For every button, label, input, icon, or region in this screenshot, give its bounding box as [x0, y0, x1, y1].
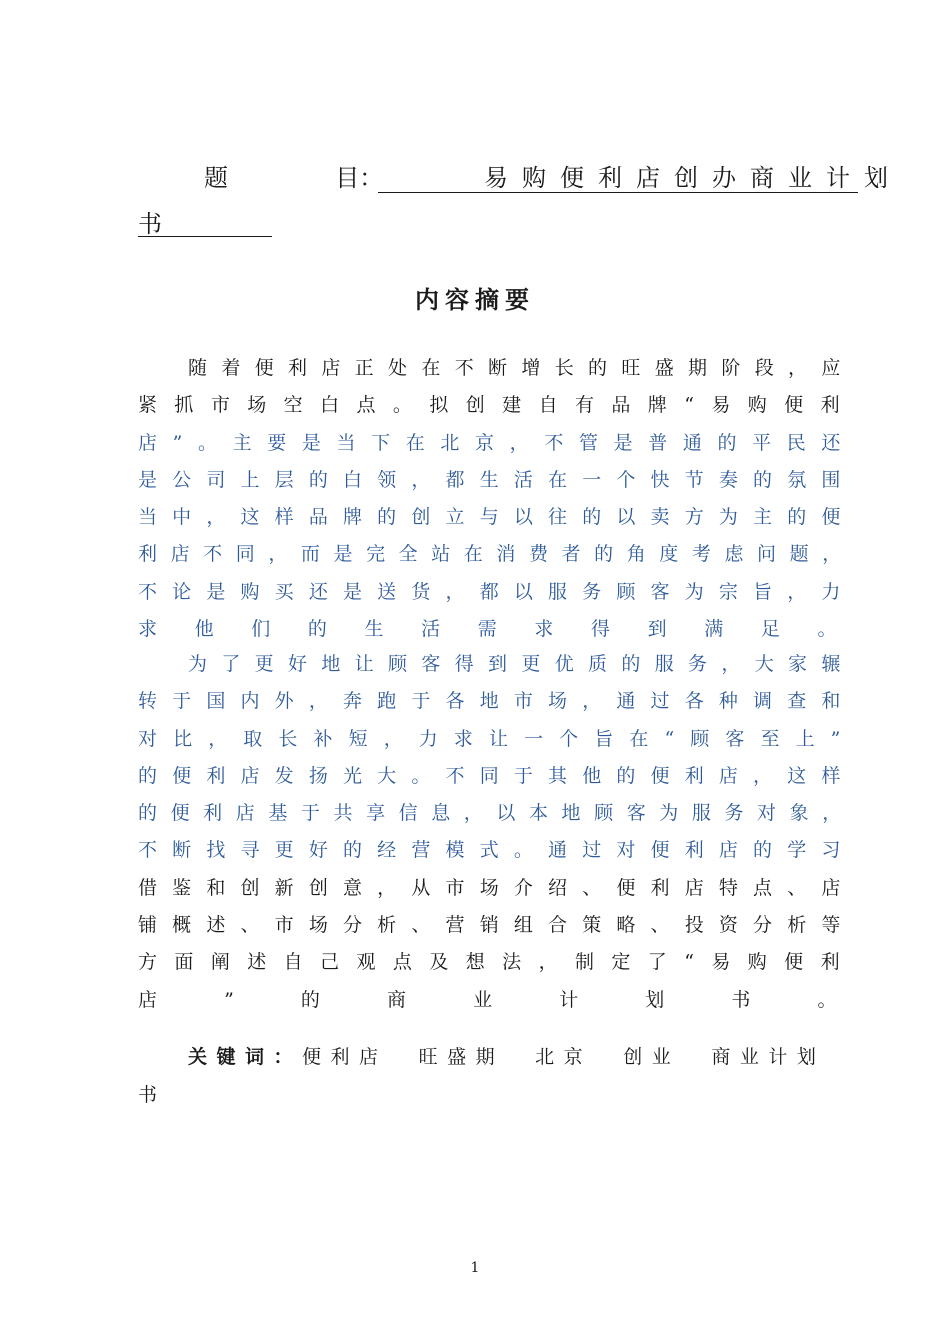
keywords-label: 关键词：: [188, 1046, 303, 1068]
p2-line: 为了更好地让顾客得到更优质的服务，大家辗: [188, 653, 850, 675]
keywords-continued: 书: [138, 1084, 158, 1106]
keywords-block: [138, 1038, 850, 1114]
p2-line: 方面阐述自己观点及想法，制定了“易购便利: [138, 951, 850, 974]
p1-line: 求他们的生活需求得到满足。: [138, 618, 850, 641]
p2-line: 借鉴和创新创意，从市场介绍、便利店特点、店: [138, 876, 850, 899]
title-label-char-2: 目：: [335, 164, 384, 192]
p1-line: 不论是购买还是送货，都以服务顾客为宗旨，力: [138, 580, 850, 603]
p2-line: 店”的商业计划书。: [138, 988, 850, 1011]
p2-line: 转于国内外，奔跑于各地市场，通过各种调查和: [138, 690, 850, 713]
p2-line: 的便利店发扬光大。不同于其他的便利店，这样: [138, 764, 850, 787]
document-title-continued: 书: [138, 204, 272, 237]
page-number: 1: [470, 1260, 480, 1276]
p1-line: 是公司上层的白领，都生活在一个快节奏的氛围: [138, 468, 850, 491]
p2-line: 对比，取长补短，力求让一个旨在“顾客至上”: [138, 727, 850, 750]
p2-line: 的便利店基于共享信息，以本地顾客为服务对象，: [138, 802, 850, 825]
keywords-items: 便利店 旺盛期 北京 创业 商业计划: [302, 1046, 826, 1068]
keywords-line: [138, 1038, 850, 1076]
title-label: [204, 158, 383, 193]
abstract-heading: 内容摘要: [415, 286, 535, 314]
p1-line: 随着便利店正处在不断增长的旺盛期阶段，应: [188, 357, 850, 379]
abstract-paragraph-1: [138, 350, 850, 648]
p1-line: 店”。主要是当下在北京，不管是普通的平民还: [138, 431, 850, 454]
p2-line: 不断找寻更好的经营模式。通过对便利店的学习: [138, 839, 850, 862]
p1-line: 当中，这样品牌的创立与以往的以卖方为主的便: [138, 506, 850, 529]
p1-line: 利店不同，而是完全站在消费者的角度考虑问题，: [138, 543, 850, 566]
abstract-paragraph-2: [138, 646, 850, 1019]
title-label-char-1: 题: [204, 164, 228, 192]
document-title: 易购便利店创办商业计划: [484, 164, 902, 192]
p2-line: 铺概述、市场分析、营销组合策略、投资分析等: [138, 914, 850, 937]
title-underline: [378, 158, 902, 193]
p1-line: 紧抓市场空白点。拟创建自有品牌“易购便利: [138, 394, 850, 417]
